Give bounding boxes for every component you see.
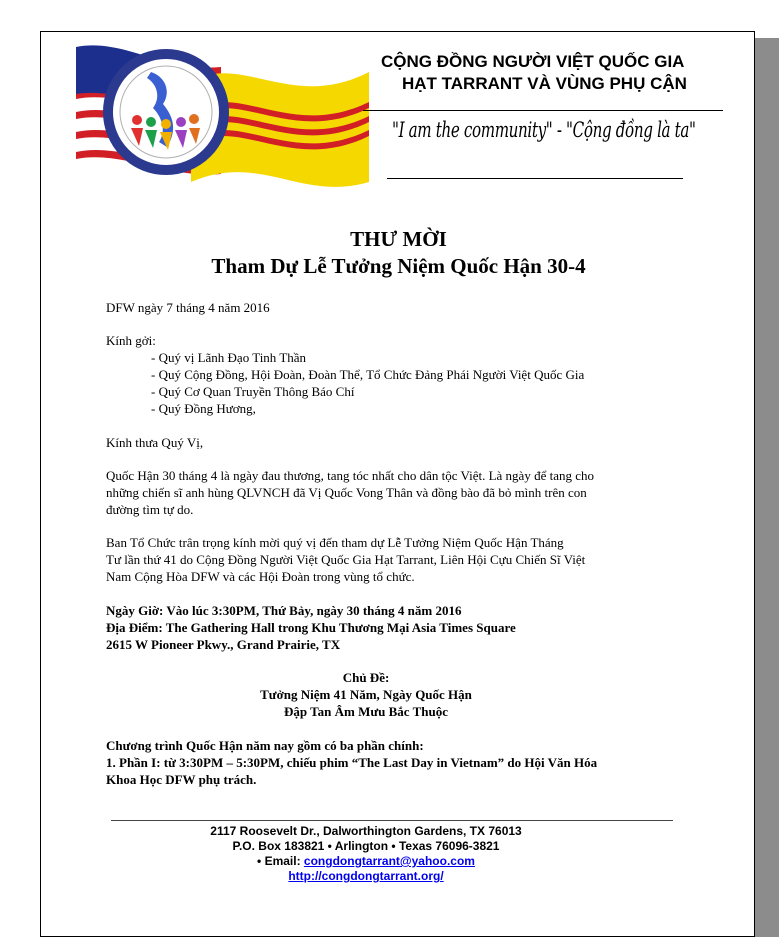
footer-divider (111, 820, 673, 821)
emblem-circle (108, 54, 224, 170)
footer-website-row (41, 869, 691, 883)
org-name-line1: CỘNG ĐỒNG NGƯỜI VIỆT QUỐC GIA (381, 52, 685, 71)
salutation: Kính gởi: (106, 333, 156, 348)
paragraph-2-line: Nam Cộng Hòa DFW và các Hội Đoàn trong vùng tổ chức. (106, 569, 415, 584)
paragraph-2-line: Ban Tổ Chức trân trọng kính mời quý vị đến tham dự Lễ Tưởng Niệm Quốc Hận Tháng (106, 535, 564, 550)
header-rule-top (363, 110, 723, 111)
event-venue: Địa Điểm: The Gathering Hall trong Khu Thương Mại Asia Times Square (106, 620, 516, 635)
program-intro: Chương trình Quốc Hận năm nay gồm có ba phần chính: (106, 738, 424, 753)
recipient-item: - Quý vị Lãnh Đạo Tinh Thần (151, 350, 307, 365)
letter-title: THƯ MỜI (350, 227, 447, 251)
header-rule-bottom (387, 178, 683, 179)
slogan: "I am the community" - "Cộng đồng là ta" (392, 118, 696, 142)
recipient-item: - Quý Đồng Hương, (151, 401, 256, 416)
letter-date: DFW ngày 7 tháng 4 năm 2016 (106, 300, 270, 315)
page-shadow (755, 38, 779, 937)
paragraph-2-line: Tư lần thứ 41 do Cộng Đồng Người Việt Quốc Gia Hạt Tarrant, Liên Hội Cựu Chiến Sĩ Việt (106, 552, 586, 567)
event-datetime: Ngày Giờ: Vào lúc 3:30PM, Thứ Bảy, ngày 30 tháng 4 năm 2016 (106, 603, 462, 618)
theme-line: Tưởng Niệm 41 Năm, Ngày Quốc Hận (260, 687, 472, 702)
recipient-item: - Quý Cơ Quan Truyền Thông Báo Chí (151, 384, 355, 399)
theme-line: Đập Tan Âm Mưu Bắc Thuộc (284, 704, 448, 719)
recipient-item: - Quý Cộng Đồng, Hội Đoàn, Đoàn Thể, Tổ Chức Đảng Phái Người Việt Quốc Gia (151, 367, 585, 382)
greeting: Kính thưa Quý Vị, (106, 435, 204, 450)
community-logo (71, 42, 371, 192)
footer-website-link[interactable]: http://congdongtarrant.org/ (288, 869, 444, 883)
theme-label: Chủ Đề: (342, 670, 390, 685)
footer-pobox: P.O. Box 183821 • Arlington • Texas 76096-3821 (232, 839, 500, 853)
footer-email-row (41, 854, 691, 868)
footer-email-link[interactable]: congdongtarrant@yahoo.com (303, 854, 475, 868)
document-page (40, 31, 755, 937)
program-item: 1. Phần I: từ 3:30PM – 5:30PM, chiếu phim “The Last Day in Vietnam” do Hội Văn Hóa (106, 755, 598, 770)
footer-email-label: • Email: (257, 854, 304, 868)
org-name-line2: HẠT TARRANT VÀ VÙNG PHỤ CẬN (402, 74, 687, 93)
paragraph-1-line: đường tìm tự do. (106, 502, 194, 517)
paragraph-1-line: những chiến sĩ anh hùng QLVNCH đã Vị Quốc Vong Thân và đồng bào đã bỏ mình trên con (106, 485, 587, 500)
event-address: 2615 W Pioneer Pkwy., Grand Prairie, TX (106, 637, 341, 652)
letter-subtitle: Tham Dự Lễ Tưởng Niệm Quốc Hận 30-4 (211, 254, 586, 278)
program-item-cont: Khoa Học DFW phụ trách. (106, 772, 257, 787)
window-top-strip (0, 0, 779, 8)
paragraph-1-line: Quốc Hận 30 tháng 4 là ngày đau thương, tang tóc nhất cho dân tộc Việt. Là ngày để tang cho (106, 468, 594, 483)
footer-address: 2117 Roosevelt Dr., Dalworthington Gardens, TX 76013 (210, 824, 522, 838)
